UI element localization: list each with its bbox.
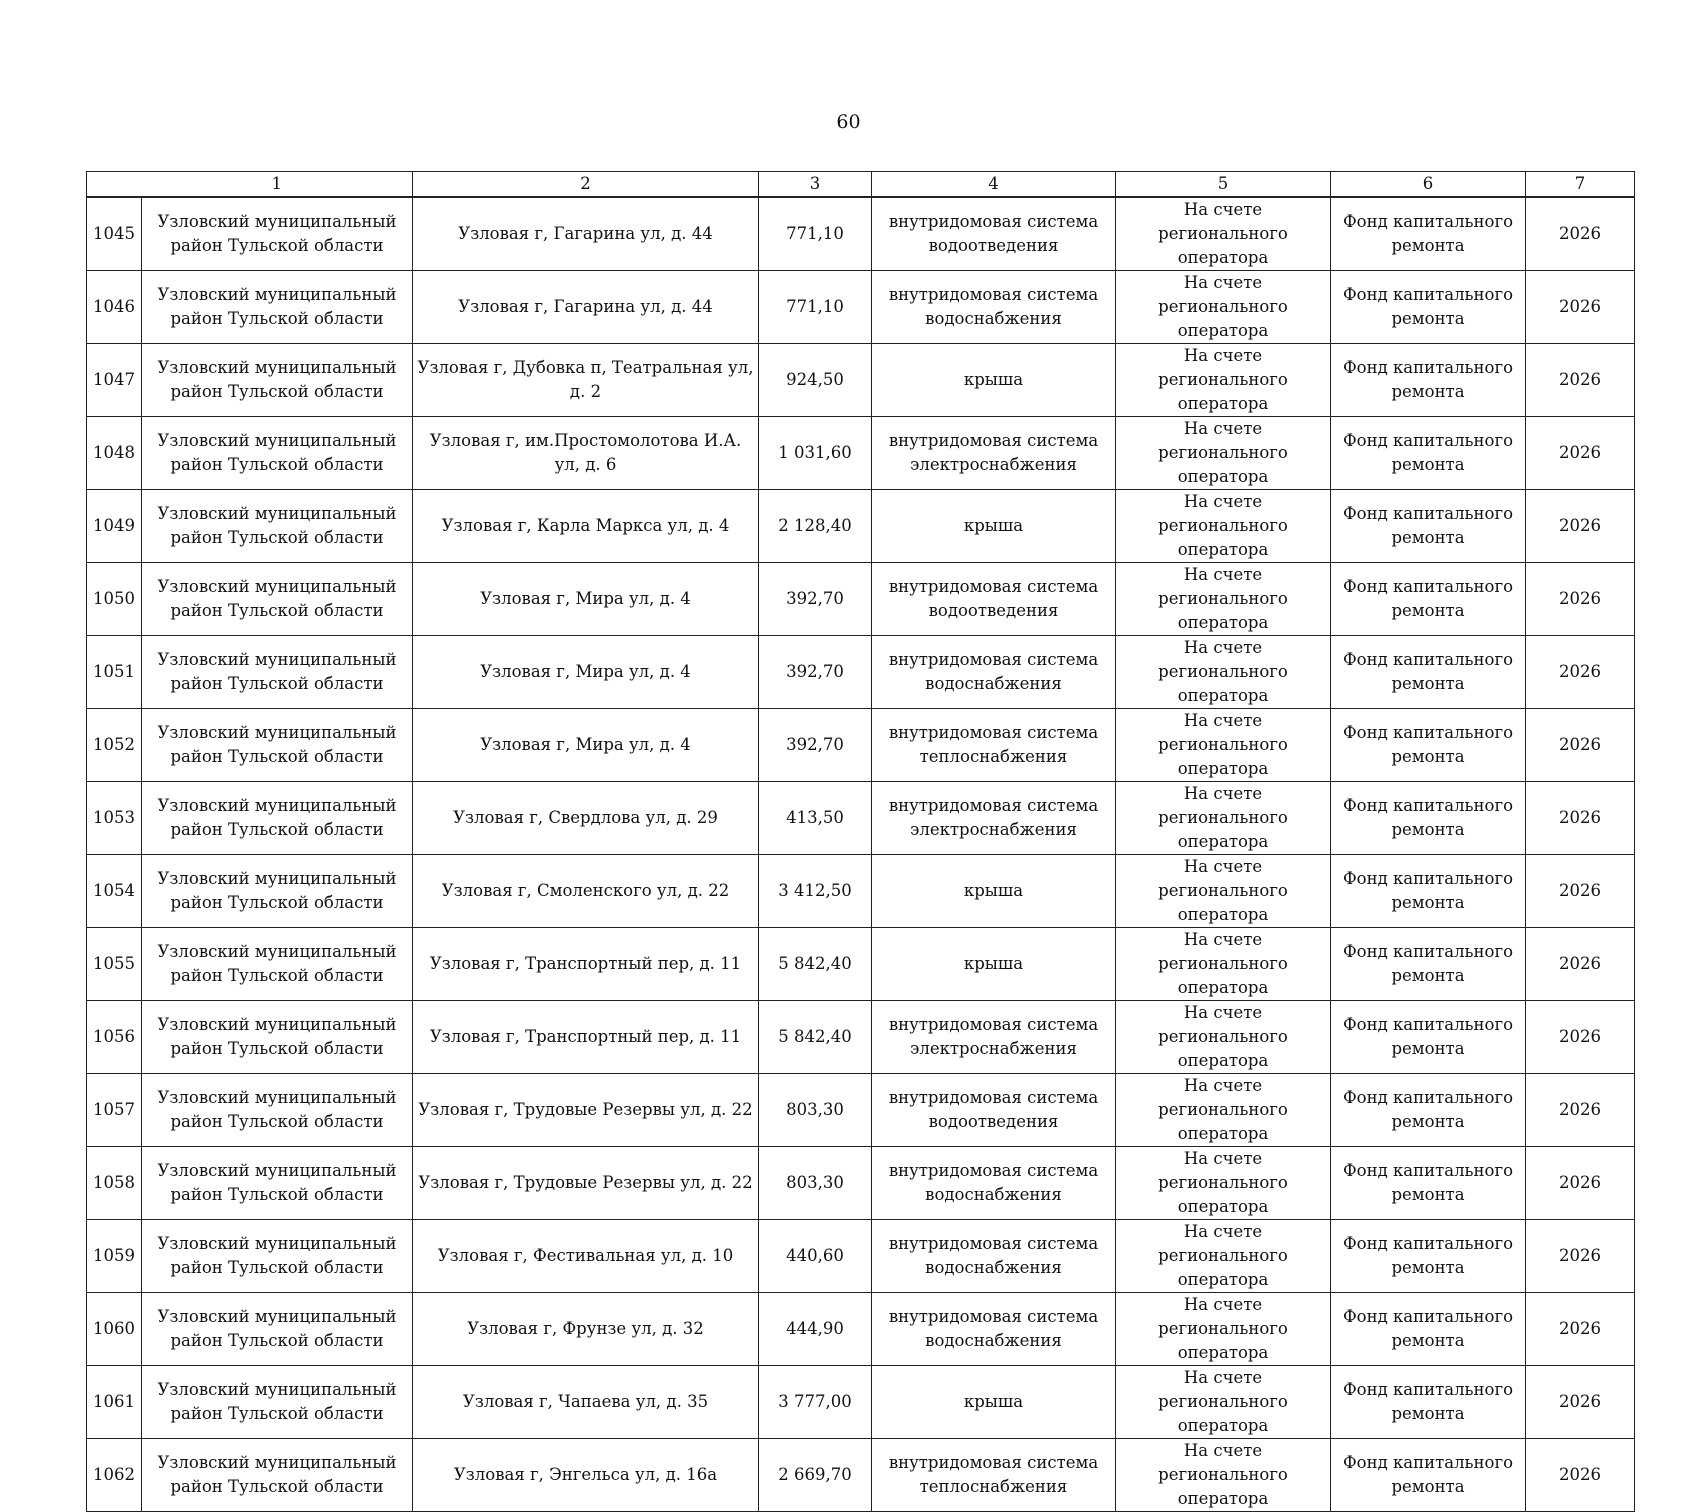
cost-cell: 1 031,60 xyxy=(759,417,872,490)
cost-cell: 803,30 xyxy=(759,1147,872,1220)
work-type-cell: внутридомовая система водоснабжения xyxy=(872,1147,1116,1220)
header-cell-6: 6 xyxy=(1331,172,1526,198)
header-cell-blank xyxy=(87,172,142,198)
account-cell: На счете регионального оператора xyxy=(1116,344,1331,417)
year-cell: 2026 xyxy=(1526,1147,1635,1220)
row-number-cell: 1053 xyxy=(87,782,142,855)
address-cell: Узловая г, Гагарина ул, д. 44 xyxy=(413,197,759,271)
address-cell: Узловая г, Чапаева ул, д. 35 xyxy=(413,1366,759,1439)
work-type-cell: внутридомовая система водоснабжения xyxy=(872,1293,1116,1366)
work-type-cell: внутридомовая система водоотведения xyxy=(872,1074,1116,1147)
page-number: 60 xyxy=(836,111,861,133)
account-cell: На счете регионального оператора xyxy=(1116,1074,1331,1147)
funding-source-cell: Фонд капитального ремонта xyxy=(1331,271,1526,344)
work-type-cell: внутридомовая система водоснабжения xyxy=(872,271,1116,344)
municipality-cell: Узловский муниципальный район Тульской области xyxy=(142,636,413,709)
funding-source-cell: Фонд капитального ремонта xyxy=(1331,1366,1526,1439)
municipality-cell: Узловский муниципальный район Тульской области xyxy=(142,563,413,636)
table-row xyxy=(87,197,1635,271)
row-number-cell: 1059 xyxy=(87,1220,142,1293)
work-type-cell: внутридомовая система водоотведения xyxy=(872,197,1116,271)
row-number-cell: 1060 xyxy=(87,1293,142,1366)
table-row xyxy=(87,636,1635,709)
account-cell: На счете регионального оператора xyxy=(1116,417,1331,490)
work-type-cell: внутридомовая система электроснабжения xyxy=(872,1001,1116,1074)
table-row xyxy=(87,855,1635,928)
cost-cell: 440,60 xyxy=(759,1220,872,1293)
cost-cell: 771,10 xyxy=(759,271,872,344)
year-cell: 2026 xyxy=(1526,928,1635,1001)
table-row xyxy=(87,1439,1635,1512)
table-row xyxy=(87,1001,1635,1074)
cost-cell: 5 842,40 xyxy=(759,1001,872,1074)
funding-source-cell: Фонд капитального ремонта xyxy=(1331,1001,1526,1074)
account-cell: На счете регионального оператора xyxy=(1116,1147,1331,1220)
municipality-cell: Узловский муниципальный район Тульской области xyxy=(142,344,413,417)
header-cell-7: 7 xyxy=(1526,172,1635,198)
year-cell: 2026 xyxy=(1526,782,1635,855)
funding-source-cell: Фонд капитального ремонта xyxy=(1331,197,1526,271)
funding-source-cell: Фонд капитального ремонта xyxy=(1331,1439,1526,1512)
row-number-cell: 1049 xyxy=(87,490,142,563)
funding-source-cell: Фонд капитального ремонта xyxy=(1331,563,1526,636)
year-cell: 2026 xyxy=(1526,1439,1635,1512)
table-row xyxy=(87,782,1635,855)
table-row xyxy=(87,1366,1635,1439)
row-number-cell: 1056 xyxy=(87,1001,142,1074)
table-row xyxy=(87,344,1635,417)
funding-source-cell: Фонд капитального ремонта xyxy=(1331,636,1526,709)
work-type-cell: внутридомовая система теплоснабжения xyxy=(872,1439,1116,1512)
header-cell-2: 2 xyxy=(413,172,759,198)
address-cell: Узловая г, Транспортный пер, д. 11 xyxy=(413,928,759,1001)
row-number-cell: 1061 xyxy=(87,1366,142,1439)
funding-source-cell: Фонд капитального ремонта xyxy=(1331,344,1526,417)
registry-table xyxy=(86,171,1635,1512)
funding-source-cell: Фонд капитального ремонта xyxy=(1331,1293,1526,1366)
municipality-cell: Узловский муниципальный район Тульской области xyxy=(142,1220,413,1293)
row-number-cell: 1050 xyxy=(87,563,142,636)
row-number-cell: 1047 xyxy=(87,344,142,417)
municipality-cell: Узловский муниципальный район Тульской области xyxy=(142,1074,413,1147)
address-cell: Узловая г, Мира ул, д. 4 xyxy=(413,636,759,709)
municipality-cell: Узловский муниципальный район Тульской области xyxy=(142,782,413,855)
municipality-cell: Узловский муниципальный район Тульской области xyxy=(142,855,413,928)
table-row xyxy=(87,1220,1635,1293)
year-cell: 2026 xyxy=(1526,1074,1635,1147)
cost-cell: 771,10 xyxy=(759,197,872,271)
address-cell: Узловая г, Карла Маркса ул, д. 4 xyxy=(413,490,759,563)
year-cell: 2026 xyxy=(1526,855,1635,928)
work-type-cell: внутридомовая система теплоснабжения xyxy=(872,709,1116,782)
row-number-cell: 1051 xyxy=(87,636,142,709)
year-cell: 2026 xyxy=(1526,563,1635,636)
header-cell-3: 3 xyxy=(759,172,872,198)
cost-cell: 924,50 xyxy=(759,344,872,417)
account-cell: На счете регионального оператора xyxy=(1116,709,1331,782)
header-row xyxy=(87,172,1635,198)
cost-cell: 392,70 xyxy=(759,709,872,782)
account-cell: На счете регионального оператора xyxy=(1116,1439,1331,1512)
row-number-cell: 1048 xyxy=(87,417,142,490)
cost-cell: 413,50 xyxy=(759,782,872,855)
address-cell: Узловая г, им.Простомолотова И.А. ул, д. 6 xyxy=(413,417,759,490)
funding-source-cell: Фонд капитального ремонта xyxy=(1331,417,1526,490)
funding-source-cell: Фонд капитального ремонта xyxy=(1331,709,1526,782)
table-row xyxy=(87,417,1635,490)
work-type-cell: внутридомовая система водоотведения xyxy=(872,563,1116,636)
account-cell: На счете регионального оператора xyxy=(1116,636,1331,709)
table-row xyxy=(87,1074,1635,1147)
table-row xyxy=(87,928,1635,1001)
table-row xyxy=(87,490,1635,563)
cost-cell: 3 777,00 xyxy=(759,1366,872,1439)
address-cell: Узловая г, Мира ул, д. 4 xyxy=(413,709,759,782)
header-cell-1: 1 xyxy=(142,172,413,198)
row-number-cell: 1052 xyxy=(87,709,142,782)
table-row xyxy=(87,709,1635,782)
account-cell: На счете регионального оператора xyxy=(1116,855,1331,928)
address-cell: Узловая г, Транспортный пер, д. 11 xyxy=(413,1001,759,1074)
year-cell: 2026 xyxy=(1526,1293,1635,1366)
address-cell: Узловая г, Гагарина ул, д. 44 xyxy=(413,271,759,344)
year-cell: 2026 xyxy=(1526,709,1635,782)
year-cell: 2026 xyxy=(1526,1366,1635,1439)
table-row xyxy=(87,271,1635,344)
municipality-cell: Узловский муниципальный район Тульской области xyxy=(142,928,413,1001)
year-cell: 2026 xyxy=(1526,1001,1635,1074)
funding-source-cell: Фонд капитального ремонта xyxy=(1331,1147,1526,1220)
municipality-cell: Узловский муниципальный район Тульской области xyxy=(142,197,413,271)
municipality-cell: Узловский муниципальный район Тульской области xyxy=(142,1001,413,1074)
row-number-cell: 1055 xyxy=(87,928,142,1001)
row-number-cell: 1045 xyxy=(87,197,142,271)
year-cell: 2026 xyxy=(1526,344,1635,417)
account-cell: На счете регионального оператора xyxy=(1116,1001,1331,1074)
municipality-cell: Узловский муниципальный район Тульской области xyxy=(142,490,413,563)
row-number-cell: 1062 xyxy=(87,1439,142,1512)
address-cell: Узловая г, Фрунзе ул, д. 32 xyxy=(413,1293,759,1366)
account-cell: На счете регионального оператора xyxy=(1116,1220,1331,1293)
account-cell: На счете регионального оператора xyxy=(1116,928,1331,1001)
cost-cell: 803,30 xyxy=(759,1074,872,1147)
funding-source-cell: Фонд капитального ремонта xyxy=(1331,1220,1526,1293)
table-row xyxy=(87,1147,1635,1220)
cost-cell: 3 412,50 xyxy=(759,855,872,928)
address-cell: Узловая г, Трудовые Резервы ул, д. 22 xyxy=(413,1147,759,1220)
row-number-cell: 1058 xyxy=(87,1147,142,1220)
account-cell: На счете регионального оператора xyxy=(1116,490,1331,563)
municipality-cell: Узловский муниципальный район Тульской области xyxy=(142,1293,413,1366)
table-row xyxy=(87,563,1635,636)
address-cell: Узловая г, Свердлова ул, д. 29 xyxy=(413,782,759,855)
year-cell: 2026 xyxy=(1526,636,1635,709)
address-cell: Узловая г, Мира ул, д. 4 xyxy=(413,563,759,636)
year-cell: 2026 xyxy=(1526,197,1635,271)
work-type-cell: крыша xyxy=(872,855,1116,928)
row-number-cell: 1046 xyxy=(87,271,142,344)
row-number-cell: 1057 xyxy=(87,1074,142,1147)
cost-cell: 392,70 xyxy=(759,563,872,636)
work-type-cell: крыша xyxy=(872,490,1116,563)
cost-cell: 444,90 xyxy=(759,1293,872,1366)
work-type-cell: крыша xyxy=(872,344,1116,417)
work-type-cell: крыша xyxy=(872,1366,1116,1439)
address-cell: Узловая г, Трудовые Резервы ул, д. 22 xyxy=(413,1074,759,1147)
account-cell: На счете регионального оператора xyxy=(1116,782,1331,855)
work-type-cell: внутридомовая система электроснабжения xyxy=(872,782,1116,855)
funding-source-cell: Фонд капитального ремонта xyxy=(1331,1074,1526,1147)
year-cell: 2026 xyxy=(1526,271,1635,344)
cost-cell: 2 669,70 xyxy=(759,1439,872,1512)
work-type-cell: внутридомовая система электроснабжения xyxy=(872,417,1116,490)
cost-cell: 5 842,40 xyxy=(759,928,872,1001)
municipality-cell: Узловский муниципальный район Тульской области xyxy=(142,417,413,490)
municipality-cell: Узловский муниципальный район Тульской области xyxy=(142,1439,413,1512)
header-cell-4: 4 xyxy=(872,172,1116,198)
municipality-cell: Узловский муниципальный район Тульской области xyxy=(142,709,413,782)
account-cell: На счете регионального оператора xyxy=(1116,197,1331,271)
year-cell: 2026 xyxy=(1526,417,1635,490)
account-cell: На счете регионального оператора xyxy=(1116,563,1331,636)
address-cell: Узловая г, Смоленского ул, д. 22 xyxy=(413,855,759,928)
cost-cell: 2 128,40 xyxy=(759,490,872,563)
account-cell: На счете регионального оператора xyxy=(1116,271,1331,344)
table-row xyxy=(87,1293,1635,1366)
municipality-cell: Узловский муниципальный район Тульской области xyxy=(142,1147,413,1220)
funding-source-cell: Фонд капитального ремонта xyxy=(1331,782,1526,855)
work-type-cell: внутридомовая система водоснабжения xyxy=(872,636,1116,709)
funding-source-cell: Фонд капитального ремонта xyxy=(1331,928,1526,1001)
address-cell: Узловая г, Энгельса ул, д. 16а xyxy=(413,1439,759,1512)
municipality-cell: Узловский муниципальный район Тульской области xyxy=(142,271,413,344)
address-cell: Узловая г, Дубовка п, Театральная ул, д. 2 xyxy=(413,344,759,417)
account-cell: На счете регионального оператора xyxy=(1116,1293,1331,1366)
work-type-cell: крыша xyxy=(872,928,1116,1001)
year-cell: 2026 xyxy=(1526,1220,1635,1293)
header-cell-5: 5 xyxy=(1116,172,1331,198)
municipality-cell: Узловский муниципальный район Тульской области xyxy=(142,1366,413,1439)
work-type-cell: внутридомовая система водоснабжения xyxy=(872,1220,1116,1293)
cost-cell: 392,70 xyxy=(759,636,872,709)
year-cell: 2026 xyxy=(1526,490,1635,563)
account-cell: На счете регионального оператора xyxy=(1116,1366,1331,1439)
funding-source-cell: Фонд капитального ремонта xyxy=(1331,855,1526,928)
address-cell: Узловая г, Фестивальная ул, д. 10 xyxy=(413,1220,759,1293)
row-number-cell: 1054 xyxy=(87,855,142,928)
funding-source-cell: Фонд капитального ремонта xyxy=(1331,490,1526,563)
